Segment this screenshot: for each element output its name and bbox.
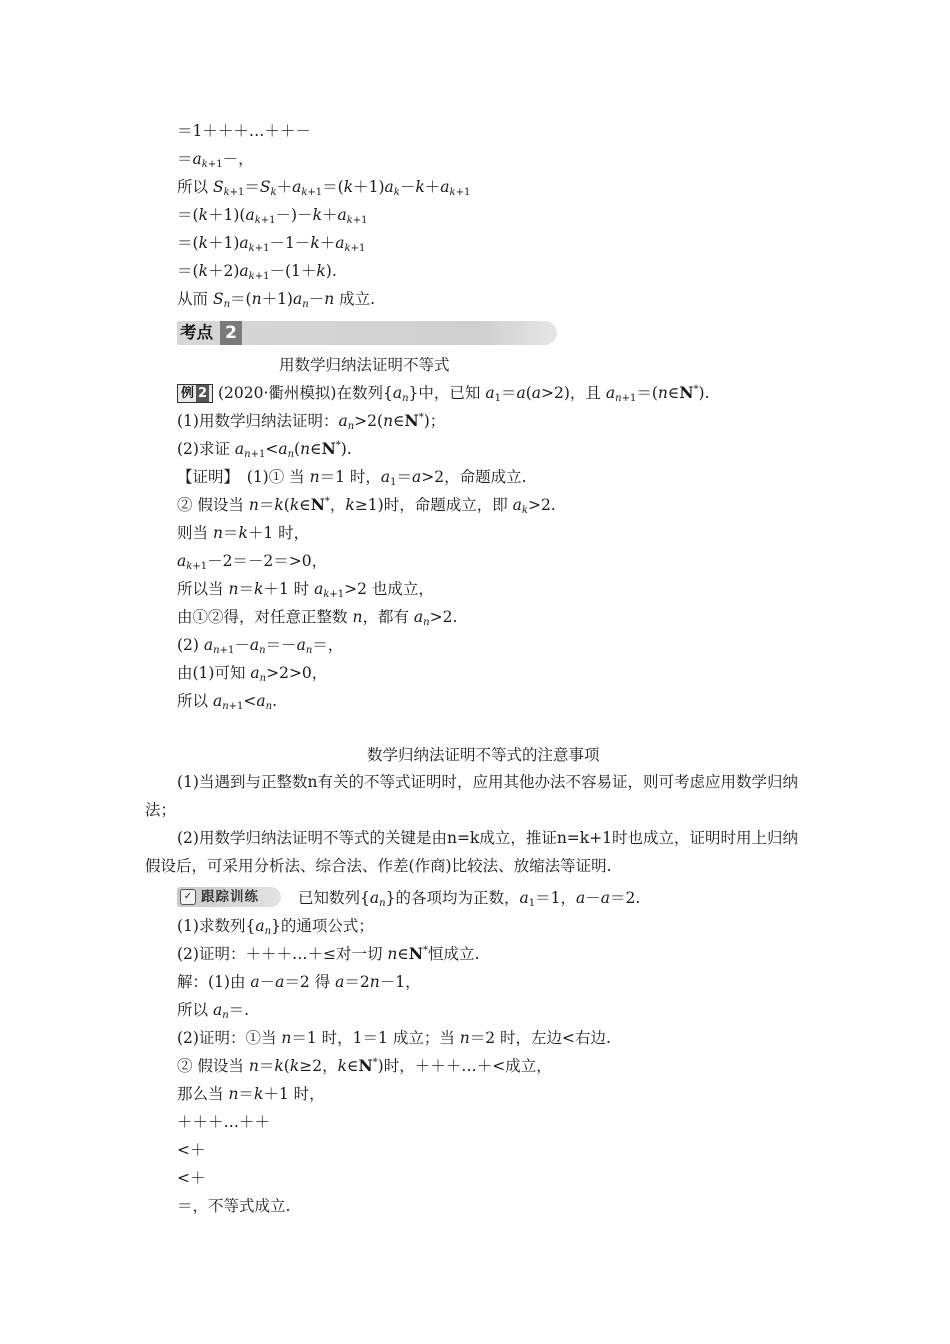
text-line: 所以 $a_{n+1}<a_n$. (177, 692, 278, 712)
text-line: ② 假设当 n＝k(k∈N*，k≥1)时，命题成立，即 $a_k>2$. (177, 495, 556, 516)
checklist-icon: ✓ (180, 889, 196, 905)
text-line: <＋ (177, 1169, 206, 1187)
text-line: ＝1＋＋＋…＋＋－ (177, 122, 311, 140)
text-line: 由①②得，对任意正整数 n，都有 $a_n>2$. (177, 608, 458, 628)
text-line: 则当 n＝k＋1 时， (177, 524, 310, 542)
note-paragraph-1: (1)当遇到与正整数n有关的不等式证明时，应用其他办法不容易证，则可考虑应用数学归纳法； (145, 773, 798, 819)
text-line: (2) $a_{n+1}-a_n=-a_n=$， (177, 636, 344, 656)
note-paragraph-2: (2)用数学归纳法证明不等式的关键是由n=k成立，推证n=k+1时也成立，证明时用上归纳假设后，可采用分析法、综合法、作差(作商)比较法、放缩法等证明. (145, 829, 799, 875)
text-line: ＝，不等式成立. (177, 1197, 291, 1215)
tracking-badge: ✓ 跟踪训练 (177, 887, 281, 907)
text-line: (2)证明：＋＋＋…＋≤对一切 n∈N*恒成立. (177, 944, 480, 963)
text-line: ② 假设当 n＝k(k≥2，k∈N*)时，＋＋＋…＋<成立， (177, 1056, 552, 1075)
text-line: ＋＋＋…＋＋ (177, 1113, 271, 1131)
text-line: 所以当 n＝k＋1 时 $a_{k+1}>2$ 也成立， (177, 580, 434, 600)
section-label: 考点 (180, 323, 213, 342)
text-line: $=(k+1)(a_{k+1}-)-k+a_{k+1}$ (177, 206, 368, 226)
text-line: (1)用数学归纳法证明：$a_n>2(n\in N^*)$； (177, 411, 446, 432)
text-line: 由(1)可知 $a_n>2>0$， (177, 664, 328, 684)
note-title: 数学归纳法证明不等式的注意事项 (367, 746, 600, 764)
text-line: 所以 $a_n=$. (177, 1001, 250, 1021)
text-line: 解：(1)由 a－a＝2 得 a＝2n－1， (177, 973, 421, 991)
text-line: <＋ (177, 1141, 206, 1159)
section-title: 用数学归纳法证明不等式 (279, 356, 450, 374)
text-line: $a_{k+1}-2=-2=>0$， (177, 552, 328, 572)
text-line: (2)证明：①当 n＝1 时，1＝1 成立；当 n＝2 时，左边<右边. (177, 1029, 611, 1047)
text-line: 【证明】 (1)① 当 n＝1 时，$a_1=a>2$，命题成立. (177, 468, 527, 488)
text-line: $=a_{k+1}-$， (177, 150, 254, 170)
text-line: 那么当 n＝k＋1 时， (177, 1085, 325, 1103)
text-line: $=(k+1)a_{k+1}-1-k+a_{k+1}$ (177, 234, 366, 254)
text-line: 从而 $S_n=(n+1)a_n-n$ 成立. (177, 290, 376, 310)
proof-tag: 【证明】 (177, 468, 232, 486)
text-line: $=(k+2)a_{k+1}-(1+k)$. (177, 262, 337, 282)
text-line: (1)求数列$\{a_n\}$的通项公式； (177, 917, 374, 937)
text-line: (2)求证 $a_{n+1}<a_n(n\in N^*)$. (177, 439, 352, 460)
example-line: 例 2 (2020·衢州模拟)在数列$\{a_n\}$中，已知 $a_1=a(a>2)$，且 $a_{n+1}=(n\in N^*)$. (177, 382, 710, 404)
section-number: 2 (220, 321, 242, 345)
exercise-stem: 已知数列$\{a_n\}$的各项均为正数，$a_1=1$，a－a＝2. (298, 889, 641, 909)
example-badge: 例 2 (177, 384, 213, 403)
text-line: 所以 $S_{k+1}=S_k+a_{k+1}=(k+1)a_k-k+a_{k+1}$ (177, 178, 471, 198)
